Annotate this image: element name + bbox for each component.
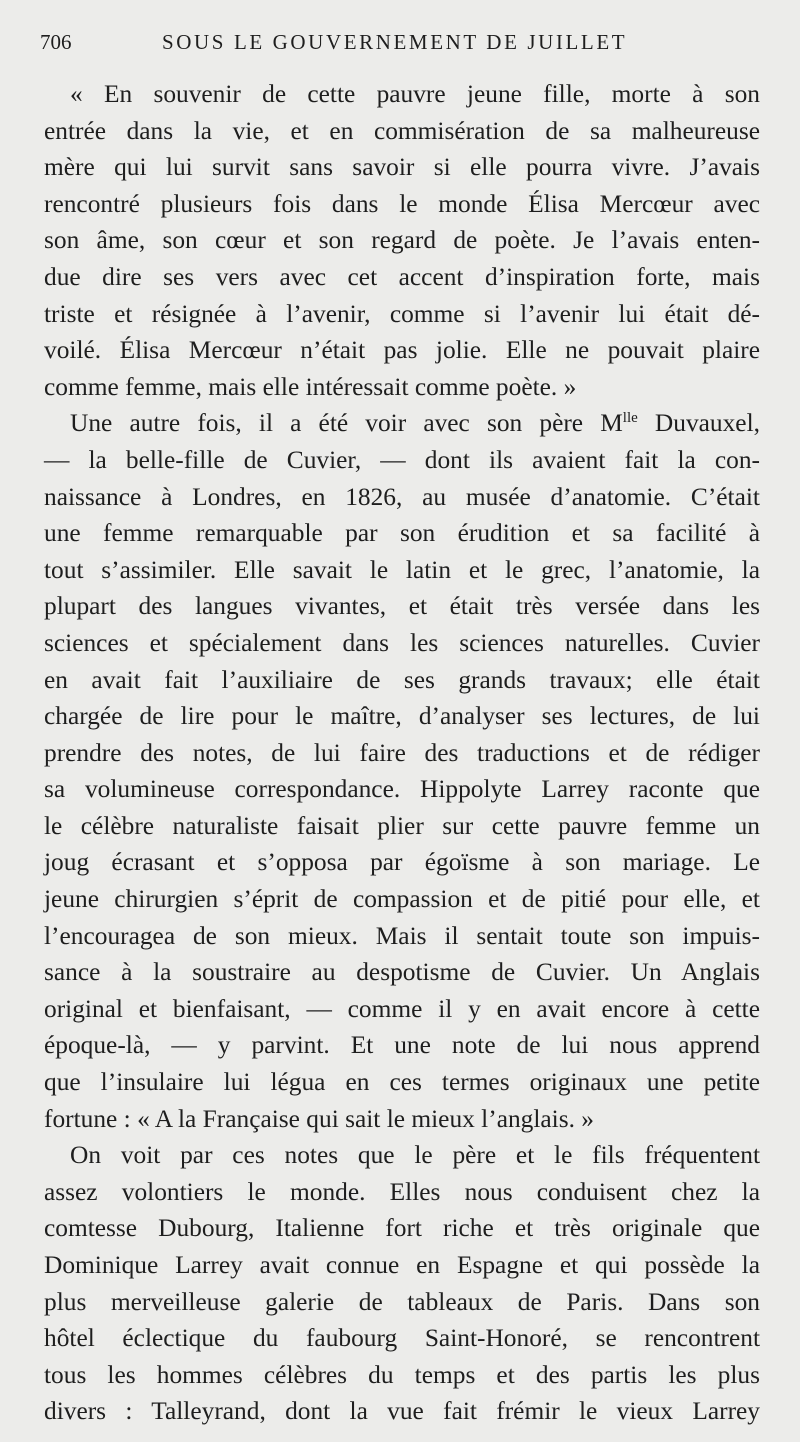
text-line: On voit par ces notes que le père et le fils fréquentent (70, 1141, 760, 1170)
body-text (44, 76, 760, 1430)
text-line: divers : Talleyrand, dont la vue fait frémir le vieux Larrey (44, 1397, 760, 1426)
running-title: SOUS LE GOUVERNEMENT DE JUILLET (162, 30, 628, 54)
text-line-part: Une autre fois, il a été voir avec son père M (70, 409, 623, 438)
text-line: son âme, son cœur et son regard de poète. Je l’avais enten- (44, 226, 760, 255)
text-line: Dominique Larrey avait connue en Espagne et qui possède la (44, 1251, 760, 1279)
text-line: fortune : « A la Française qui sait le mieux l’anglais. » (44, 1104, 595, 1133)
text-line: chargée de lire pour le maître, d’analyser ses lectures, de lui (44, 702, 760, 731)
text-line: — la belle-fille de Cuvier, — dont ils avaient fait la con- (44, 445, 760, 474)
text-line: plus merveilleuse galerie de tableaux de Paris. Dans son (44, 1287, 760, 1316)
page-number: 706 (40, 30, 72, 54)
text-line: l’encouragea de son mieux. Mais il sentait toute son impuis- (44, 921, 760, 950)
text-line: une femme remarquable par son érudition et sa facilité à (44, 519, 760, 548)
text-line: sciences et spécialement dans les sciences naturelles. Cuvier (44, 628, 760, 657)
text-line: comtesse Dubourg, Italienne fort riche et très originale que (44, 1214, 760, 1243)
text-line: tout s’assimiler. Elle savait le latin et le grec, l’anatomie, la (44, 555, 760, 584)
text-line: original et bienfaisant, — comme il y en avait encore à cette (44, 994, 760, 1023)
text-line: prendre des notes, de lui faire des traductions et de rédiger (44, 738, 760, 767)
text-line: rencontré plusieurs fois dans le monde Élisa Mercœur avec (44, 189, 760, 218)
text-line: comme femme, mais elle intéressait comme poète. » (44, 372, 577, 401)
text-line: sa volumineuse correspondance. Hippolyte Larrey raconte que (44, 775, 760, 804)
text-line: sance à la soustraire au despotisme de Cuvier. Un Anglais (44, 958, 760, 987)
text-line: naissance à Londres, en 1826, au musée d’anatomie. C’était (44, 482, 760, 511)
text-line: joug écrasant et s’opposa par égoïsme à son mariage. Le (44, 848, 760, 877)
text-line: plupart des langues vivantes, et était très versée dans les (44, 592, 760, 621)
text-line: hôtel éclectique du faubourg Saint-Honoré, se rencontrent (44, 1324, 760, 1353)
text-line: triste et résignée à l’avenir, comme si l’avenir lui était dé- (44, 299, 760, 328)
text-line: mère qui lui survit sans savoir si elle pourra vivre. J’avais (44, 153, 760, 182)
text-line (44, 405, 760, 442)
text-line: jeune chirurgien s’éprit de compassion et de pitié pour elle, et (44, 885, 760, 914)
text-line: voilé. Élisa Mercœur n’était pas jolie. Elle ne pouvait plaire (44, 336, 760, 365)
text-line: époque-là, — y parvint. Et une note de lui nous apprend (44, 1031, 760, 1060)
text-line: en avait fait l’auxiliaire de ses grands travaux; elle était (44, 665, 760, 694)
text-line: tous les hommes célèbres du temps et des partis les plus (44, 1360, 760, 1389)
text-line: le célèbre naturaliste faisait plier sur cette pauvre femme un (44, 811, 760, 840)
running-head (40, 30, 780, 60)
text-line: due dire ses vers avec cet accent d’inspiration forte, mais (44, 262, 760, 291)
text-line: « En souvenir de cette pauvre jeune fille, morte à son (70, 80, 760, 108)
text-line: entrée dans la vie, et en commisération de sa malheureuse (44, 116, 760, 145)
text-line: que l’insulaire lui légua en ces termes originaux une petite (44, 1068, 760, 1097)
superscript: lle (622, 410, 638, 427)
text-line-part: Duvauxel, (637, 409, 760, 438)
text-line: assez volontiers le monde. Elles nous conduisent chez la (44, 1177, 760, 1206)
